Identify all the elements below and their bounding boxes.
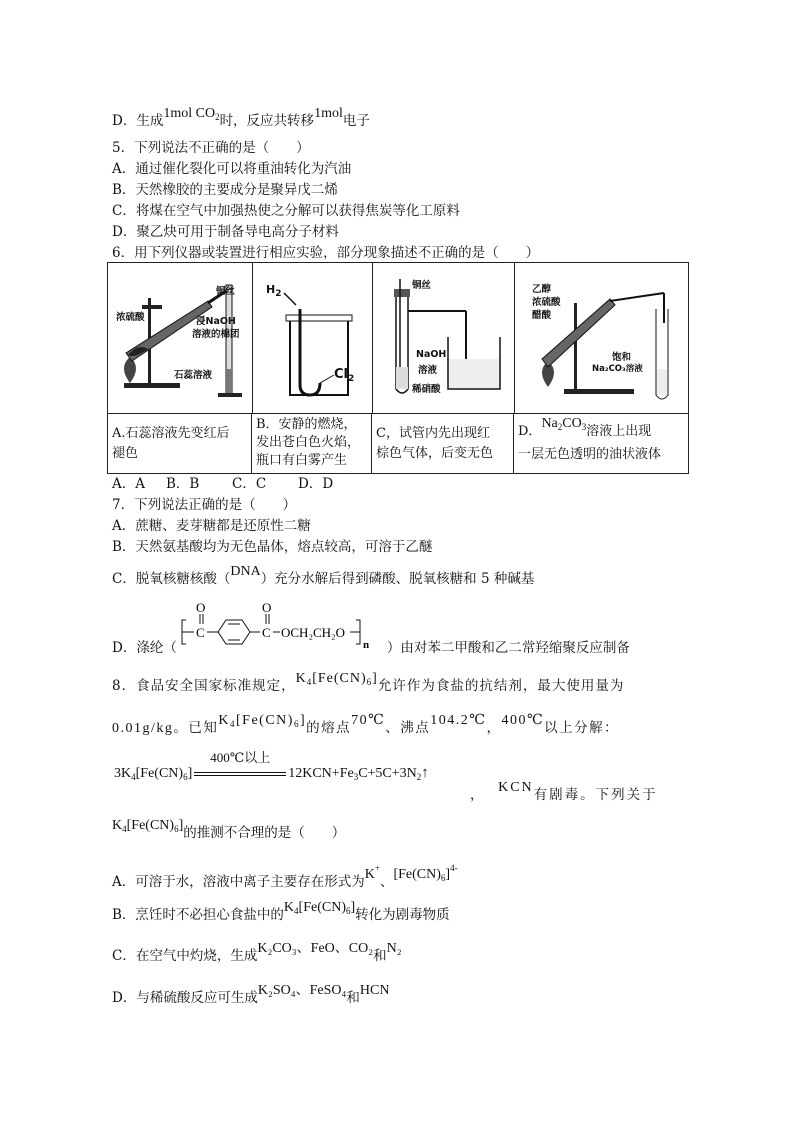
caption-a: A.石蕊溶液先变红后 褪色: [108, 413, 252, 473]
q4d-mol: 1mol: [314, 106, 343, 121]
salt-formula: $K_4[Fe(CN)_6]$: [112, 818, 184, 834]
q5-option-b: B．天然橡胶的主要成分是聚异戊二烯: [112, 182, 338, 198]
q6-answer-a: A．A: [112, 476, 145, 492]
polyester-structure: [180, 600, 390, 660]
label-dilute-nitric-acid: 稀硝酸: [412, 384, 441, 395]
label-naoh-c-1: NaOH: [416, 349, 447, 360]
carbonyl-c-1: C: [196, 625, 205, 640]
label-naoh-cotton-1: 浸NaOH: [196, 316, 236, 327]
q7-option-d: D．涤纶（ ）由对苯二甲酸和乙二常羟缩聚反应制备: [112, 640, 630, 656]
q7-option-a: A．蔗糖、麦芽糖都是还原性二糖: [112, 518, 311, 534]
q8-line-1: 8．食品安全国家标准规定，$K_4[Fe(CN)_6]$允许作为食盐的抗结剂，最大使用量为: [112, 671, 625, 694]
q5-option-a: A．通过催化裂化可以将重油转化为汽油: [112, 161, 352, 177]
label-na2co3-solution: Na₂CO₃溶液: [592, 364, 643, 374]
q4d-prefix: D．生成: [112, 113, 164, 129]
q8-option-b: B．烹饪时不必担心食盐中的$K_4[Fe(CN)_6]$转化为剧毒物质: [112, 900, 450, 923]
polymer-chain: OCH₂CH₂O: [281, 625, 345, 640]
q7-option-c: C．脱氧核糖核酸（DNA）充分水解后得到磷酸、脱氧核糖和 5 种碱基: [112, 564, 535, 587]
q8-line-5: $K_4[Fe(CN)_6]$的推测不合理的是（ ）: [112, 818, 346, 841]
label-cl2: $Cl_2$: [334, 367, 355, 384]
label-naoh-cotton-2: 溶液的棉团: [192, 329, 240, 340]
carbonyl-c-2: C: [262, 625, 271, 640]
label-naoh-c-2: 溶液: [418, 365, 438, 376]
equation-condition: 400℃以上: [192, 766, 288, 782]
q8-option-c: C．在空气中灼烧，生成K₂CO₃、FeO、CO₂和N₂: [112, 941, 402, 964]
q8-line-2: 0.01g/kg。已知$K_4[Fe(CN)_6]$的熔点70℃、沸点104.2℃，400℃以上分解：: [112, 713, 620, 736]
q6-stem: 6．用下列仪器或装置进行相应实验，部分现象描述不正确的是（ ）: [112, 245, 540, 261]
caption-b: B．安静的燃烧， 发出苍白色火焰， 瓶口有白雾产生: [252, 413, 372, 473]
apparatus-c-illustration: [372, 263, 514, 413]
q6-answer-d: D．D: [298, 476, 334, 492]
figure-d: [514, 263, 688, 413]
figure-b: [252, 263, 373, 413]
carbonyl-o-1: O: [196, 600, 206, 615]
q5-option-c: C．将煤在空气中加强热使之分解可以获得焦炭等化工原料: [112, 203, 460, 219]
q8-equation: $3K_4[Fe(CN)_6]$ 400℃以上 $12KCN+Fe_3C+5C+3N_2↑$: [114, 750, 429, 782]
salt-formula: $K_4[Fe(CN)_6]$: [295, 671, 378, 687]
q8-option-d: D．与稀硫酸反应可生成K₂SO₄、FeSO₄和HCN: [112, 983, 390, 1006]
polymer-n: n: [363, 639, 370, 651]
q5-stem: 5．下列说法不正确的是（ ）: [112, 140, 310, 156]
figure-c: [372, 263, 515, 413]
q4d-mid: 时，反应共转移: [219, 113, 315, 129]
q6-answer-options: [112, 476, 333, 492]
q8-option-a: A．可溶于水，溶液中离子主要存在形式为K+、$[Fe(CN)_6]^{4-}$: [112, 863, 458, 890]
carbonyl-o-2: O: [262, 600, 272, 615]
label-litmus-solution: 石蕊溶液: [174, 370, 213, 381]
q6-figure-table: [107, 262, 689, 474]
label-acetic-acid: 醋酸: [532, 310, 552, 321]
label-ethanol: 乙醇: [532, 284, 552, 295]
caption-c: C，试管内先出现红 棕色气体，后变无色: [372, 413, 514, 473]
caption-d: D．$Na_2CO_3$溶液上出现 一层无色透明的油状液体: [514, 413, 688, 473]
label-saturated: 饱和: [612, 352, 632, 363]
q7-stem: 7．下列说法正确的是（ ）: [112, 497, 297, 513]
q6-answer-c: C．C: [232, 476, 267, 492]
q6-answer-b: B．B: [166, 476, 200, 492]
label-copper-wire: 铜丝: [216, 286, 236, 297]
figure-a: [108, 263, 253, 413]
q7-option-b: B．天然氨基酸均为无色晶体，熔点较高，可溶于乙醚: [112, 539, 433, 555]
label-copper-wire-c: 铜丝: [412, 280, 432, 291]
q4d-co2: 1mol $CO_2$: [163, 106, 220, 122]
q4d-suffix: 电子: [342, 113, 370, 129]
q8-line-4: ， KCN有剧毒。下列关于: [470, 780, 658, 803]
label-h2: $H_2$: [266, 283, 282, 299]
label-conc-sulfuric-acid: 浓硫酸: [116, 312, 145, 323]
salt-formula: $K_4[Fe(CN)_6]$: [218, 713, 307, 729]
q5-option-d: D．聚乙炔可用于制备导电高分子材料: [112, 224, 339, 240]
q4-option-d: [112, 106, 370, 133]
label-conc-h2so4: 浓硫酸: [532, 297, 561, 308]
